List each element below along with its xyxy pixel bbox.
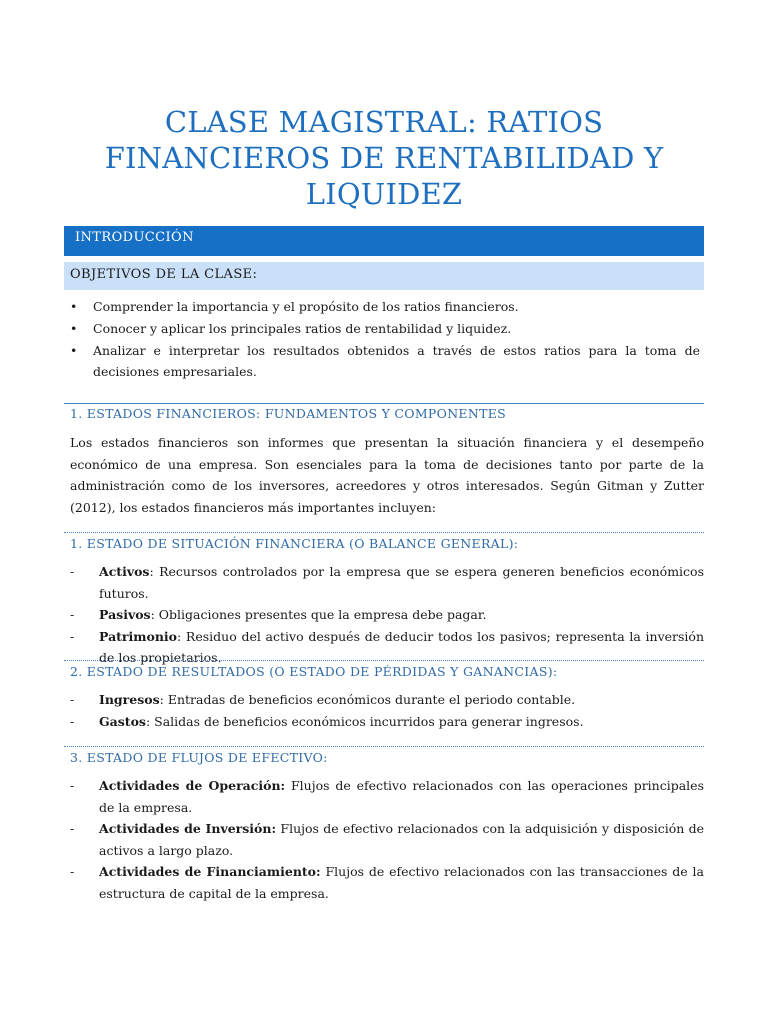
term-description: : Residuo del activo después de deducir todos los pasivos; representa la inversión de los propietarios. [99, 628, 704, 665]
term-description: Flujos de efectivo relacionados con las operaciones principales de la empresa. [99, 778, 704, 815]
list-item [70, 604, 704, 626]
section-paragraph: Los estados financieros son informes que presentan la situación financiera y el desempeño económico de una empresa. Son esenciales para la toma de decisiones tanto por parte de la administración como de los inversores, acreedores y otros interesados. Según Gitman y Zutter (2012), los estados financieros más importantes incluyen: [70, 435, 704, 515]
bullet-icon: • [70, 343, 78, 358]
list-item [70, 561, 704, 604]
dash-bullet-icon: - [70, 713, 75, 729]
term-label: Patrimonio [99, 628, 178, 644]
term-label: Actividades de Financiamiento: [99, 864, 321, 879]
objective-text: Analizar e interpretar los resultados obtenidos a través de estos ratios para la toma de decisiones empresariales. [93, 343, 700, 379]
section-balance-general [64, 532, 704, 669]
list-item [70, 775, 704, 818]
term-label: Gastos [99, 713, 146, 729]
bullet-icon: • [70, 321, 78, 336]
dash-bullet-icon: - [70, 864, 75, 879]
list-item [70, 818, 704, 861]
term-description: : Salidas de beneficios económicos incurridos para generar ingresos. [145, 713, 584, 729]
dash-bullet-icon: - [70, 607, 75, 622]
section-heading: 3. ESTADO DE FLUJOS DE EFECTIVO: [64, 746, 704, 769]
objectives-list [70, 296, 700, 383]
page-title: CLASE MAGISTRAL: RATIOS FINANCIEROS DE RENTABILIDAD Y LIQUIDEZ [104, 105, 664, 212]
term-description: Flujos de efectivo relacionados con la adquisición y disposición de activos a largo plazo. [99, 821, 704, 858]
section-estados-financieros [64, 403, 704, 518]
term-description: : Entradas de beneficios económicos durante el periodo contable. [159, 692, 576, 707]
bullet-icon: • [70, 299, 78, 314]
term-label: Actividades de Inversión: [99, 821, 277, 836]
term-label: Ingresos [99, 692, 160, 707]
section-heading: 1. ESTADOS FINANCIEROS: FUNDAMENTOS Y COMPONENTES [64, 403, 704, 425]
results-list [64, 689, 704, 732]
section-heading: 2. ESTADO DE RESULTADOS (O ESTADO DE PÉRDIDAS Y GANANCIAS): [64, 660, 704, 683]
term-label: Actividades de Operación: [99, 778, 286, 793]
cashflow-list [64, 775, 704, 904]
section-estado-resultados [64, 660, 704, 732]
section-heading: 1. ESTADO DE SITUACIÓN FINANCIERA (O BALANCE GENERAL): [64, 532, 704, 555]
dash-bullet-icon: - [70, 778, 75, 793]
dash-bullet-icon: - [70, 821, 75, 836]
section-band-objetivos: OBJETIVOS DE LA CLASE: [64, 262, 704, 290]
list-item [70, 689, 704, 711]
section-band-introduccion: INTRODUCCIÓN [64, 226, 704, 256]
term-label: Activos [99, 564, 150, 579]
list-item [70, 296, 700, 317]
objective-text: Comprender la importancia y el propósito de los ratios financieros. [93, 299, 519, 314]
term-label: Pasivos [99, 607, 151, 622]
balance-list [64, 561, 704, 669]
dash-bullet-icon: - [70, 692, 75, 707]
term-description: Flujos de efectivo relacionados con las transacciones de la estructura de capital de la empresa. [99, 864, 704, 901]
section-flujos-efectivo [64, 746, 704, 904]
dash-bullet-icon: - [70, 564, 75, 579]
dash-bullet-icon: - [70, 628, 75, 644]
list-item [70, 861, 704, 904]
list-item [70, 711, 704, 733]
term-description: : Recursos controlados por la empresa que se espera generen beneficios económicos futuros. [99, 564, 704, 601]
term-description: : Obligaciones presentes que la empresa debe pagar. [150, 607, 487, 622]
list-item [70, 340, 700, 382]
list-item [70, 318, 700, 339]
objective-text: Conocer y aplicar los principales ratios de rentabilidad y liquidez. [93, 321, 512, 336]
